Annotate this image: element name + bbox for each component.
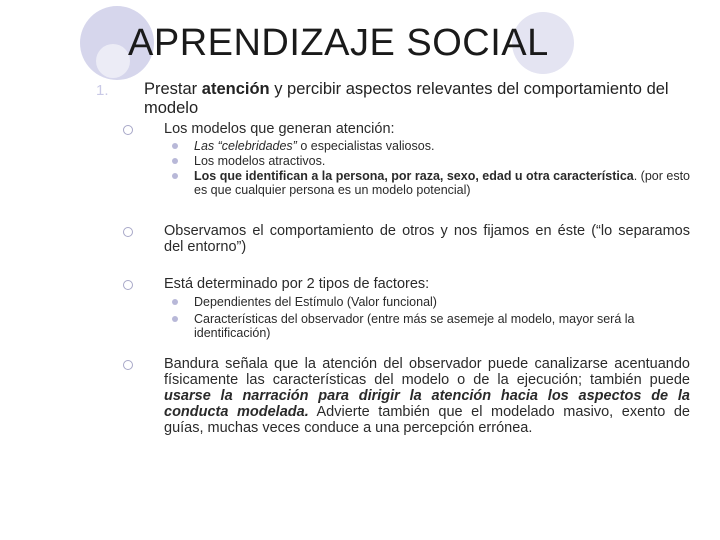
subbullet-1-1-text: o especialistas valiosos. <box>296 139 435 153</box>
subbullet-3-2-dot <box>172 316 178 322</box>
subbullet-1-3-dot <box>172 173 178 179</box>
subbullet-3-2-text: Características del observador (entre más se asemeje al modelo, mayor será la identificación) <box>194 312 635 340</box>
bullet-4 <box>164 356 690 436</box>
subbullet-1-1-dot <box>172 143 178 149</box>
subbullet-1-1-italic: Las “celebridades” <box>194 139 297 153</box>
bullet-ring-4 <box>123 360 133 370</box>
bullet-3: Está determinado por 2 tipos de factores: <box>164 276 430 292</box>
subbullet-1-3-text: . (por esto es que cualquier persona es un modelo potencial) <box>194 169 691 197</box>
bullet-ring-3 <box>123 280 133 290</box>
subbullet-1-2-text: Los modelos atractivos. <box>194 154 326 168</box>
main-point <box>144 80 692 118</box>
subbullet-3-2 <box>194 312 694 340</box>
bullet-2: Observamos el comportamiento de otros y nos fijamos en éste (“lo separamos del entorno”) <box>164 223 690 255</box>
main-point-bold: atención <box>201 80 270 98</box>
item-number: 1. <box>96 82 109 99</box>
main-point-pre: Prestar <box>144 80 202 98</box>
decor-circle-small <box>96 44 130 78</box>
bullet-4-pre: Bandura señala que la atención del observador puede canalizarse acentuando físicamente las características del modelo o de la ejecución; también puede <box>164 356 690 388</box>
subbullet-1-2 <box>194 154 694 168</box>
slide-title: APRENDIZAJE SOCIAL <box>128 22 549 64</box>
subbullet-1-3 <box>194 169 694 197</box>
main-point-post: y percibir aspectos relevantes del comportamiento del modelo <box>144 80 669 117</box>
subbullet-1-3-bold: Los que identifican a la persona, por raza, sexo, edad u otra característica <box>194 169 634 183</box>
subbullet-3-1-dot <box>172 299 178 305</box>
subbullet-1-2-dot <box>172 158 178 164</box>
bullet-ring-1 <box>123 125 133 135</box>
subbullet-3-1-text: Dependientes del Estímulo (Valor funcional) <box>194 295 437 309</box>
bullet-4-emphasis: usarse la narración para dirigir la atención hacia los aspectos de la conducta modelada. <box>164 388 690 420</box>
bullet-4-post: Advierte también que el modelado masivo, exento de guías, muchas veces conduce a una percepción errónea. <box>164 404 690 436</box>
subbullet-1-1 <box>194 139 694 153</box>
bullet-ring-2 <box>123 227 133 237</box>
subbullet-3-1 <box>194 295 694 309</box>
bullet-1: Los modelos que generan atención: <box>164 121 395 137</box>
